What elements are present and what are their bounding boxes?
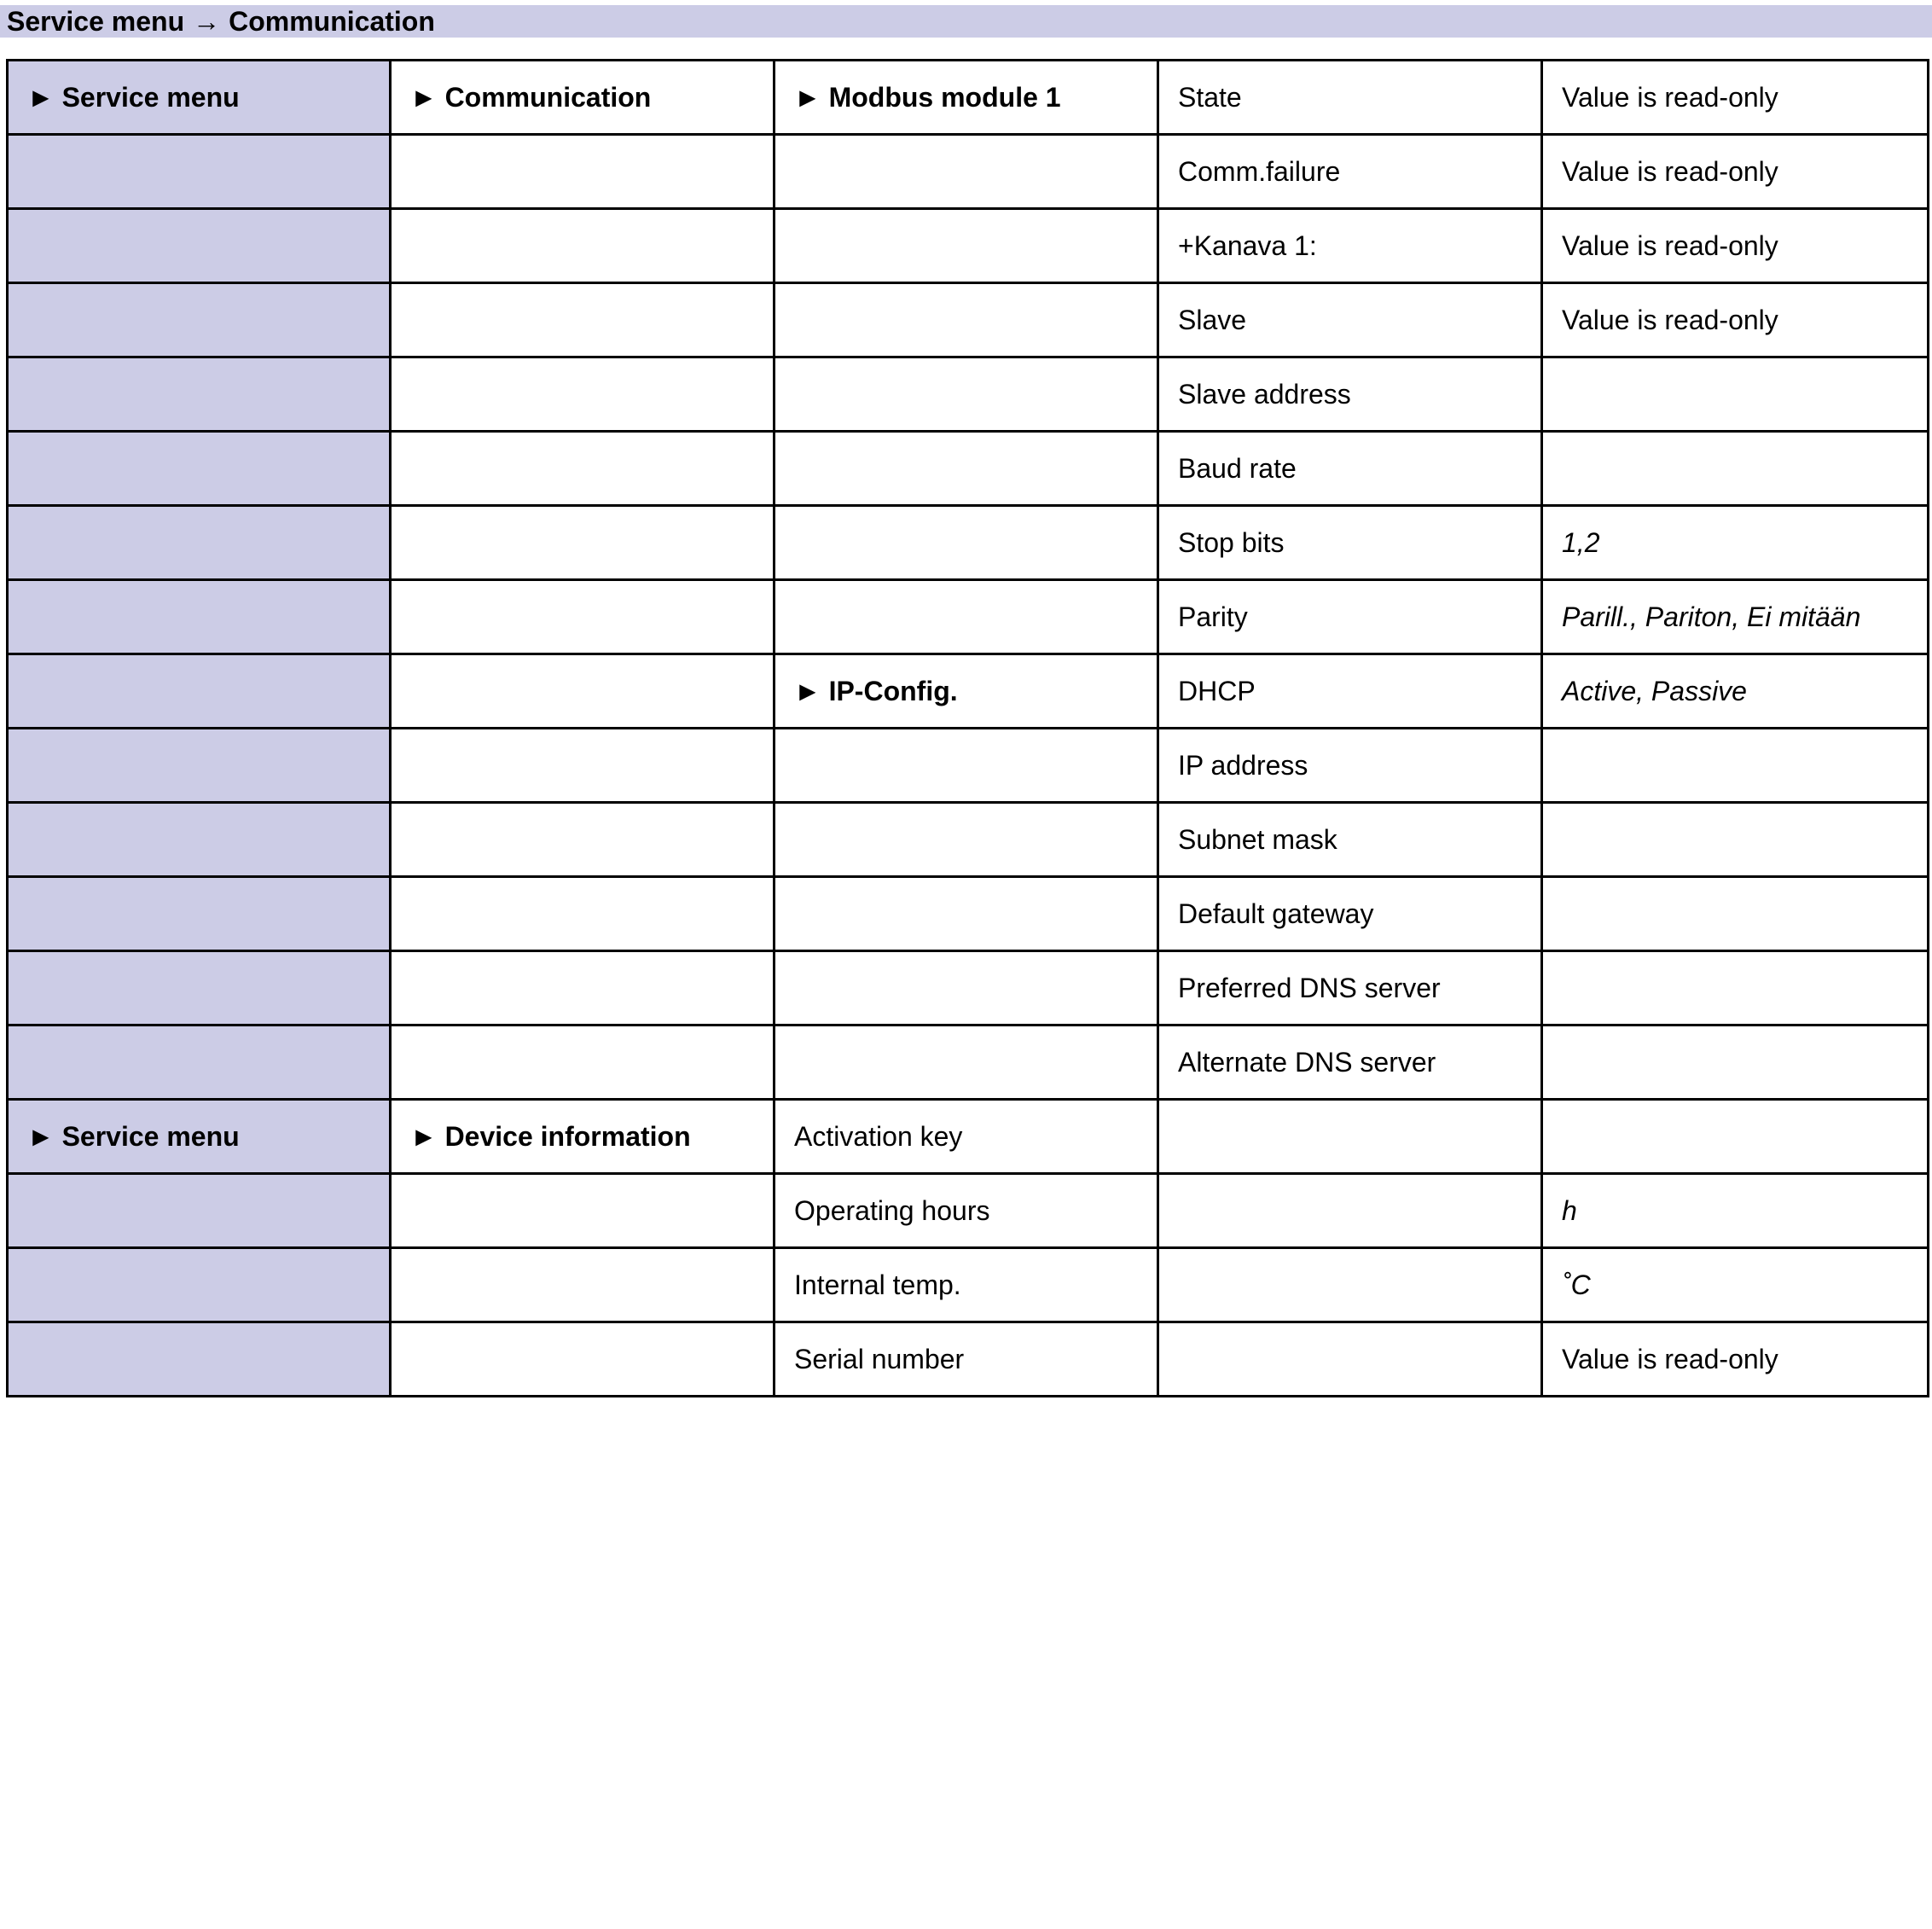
cell-value: Active, Passive <box>1542 654 1929 729</box>
breadcrumb-communication: Communication <box>229 6 435 37</box>
cell-value: 1,2 <box>1542 506 1929 580</box>
cell-level3 <box>775 209 1158 283</box>
cell-level2: ► Communication <box>391 61 775 135</box>
cell-value: Value is read-only <box>1542 135 1929 209</box>
table-row <box>8 135 1929 209</box>
cell-parameter <box>1158 1174 1542 1248</box>
table-row <box>8 432 1929 506</box>
cell-parameter: State <box>1158 61 1542 135</box>
table-row <box>8 951 1929 1026</box>
cell-level1 <box>8 951 391 1026</box>
cell-level3: ► IP-Config. <box>775 654 1158 729</box>
cell-value: Value is read-only <box>1542 283 1929 357</box>
cell-value: Value is read-only <box>1542 1322 1929 1397</box>
cell-level2 <box>391 1248 775 1322</box>
cell-level1 <box>8 580 391 654</box>
cell-level3 <box>775 729 1158 803</box>
cell-level1 <box>8 209 391 283</box>
cell-level3 <box>775 580 1158 654</box>
cell-parameter <box>1158 1248 1542 1322</box>
cell-parameter: Subnet mask <box>1158 803 1542 877</box>
cell-level2 <box>391 803 775 877</box>
cell-level2 <box>391 432 775 506</box>
cell-level1 <box>8 803 391 877</box>
menu-structure-table <box>6 59 1929 1397</box>
cell-level1 <box>8 1026 391 1100</box>
cell-level3 <box>775 135 1158 209</box>
cell-value <box>1542 877 1929 951</box>
cell-level1 <box>8 1322 391 1397</box>
cell-level2 <box>391 135 775 209</box>
breadcrumb <box>0 5 1932 38</box>
cell-level3 <box>775 877 1158 951</box>
cell-level3: Internal temp. <box>775 1248 1158 1322</box>
cell-level1 <box>8 506 391 580</box>
cell-parameter: Preferred DNS server <box>1158 951 1542 1026</box>
cell-level1 <box>8 1248 391 1322</box>
cell-value <box>1542 729 1929 803</box>
cell-parameter: Default gateway <box>1158 877 1542 951</box>
cell-level3 <box>775 1026 1158 1100</box>
table-row <box>8 209 1929 283</box>
table-row <box>8 283 1929 357</box>
cell-level1 <box>8 432 391 506</box>
cell-value <box>1542 951 1929 1026</box>
breadcrumb-service-menu: Service menu <box>7 6 185 37</box>
cell-level3 <box>775 506 1158 580</box>
cell-level3: Operating hours <box>775 1174 1158 1248</box>
cell-value: ˚C <box>1542 1248 1929 1322</box>
cell-level1 <box>8 654 391 729</box>
cell-parameter: IP address <box>1158 729 1542 803</box>
table-row <box>8 1248 1929 1322</box>
cell-level3 <box>775 951 1158 1026</box>
cell-level1: ► Service menu <box>8 1100 391 1174</box>
table-row <box>8 654 1929 729</box>
cell-level2 <box>391 506 775 580</box>
cell-value <box>1542 1100 1929 1174</box>
cell-value: Value is read-only <box>1542 209 1929 283</box>
cell-parameter: Parity <box>1158 580 1542 654</box>
table-row <box>8 729 1929 803</box>
table-row <box>8 1322 1929 1397</box>
cell-level1 <box>8 283 391 357</box>
cell-parameter <box>1158 1100 1542 1174</box>
cell-value <box>1542 1026 1929 1100</box>
cell-level3: ► Modbus module 1 <box>775 61 1158 135</box>
cell-level2 <box>391 729 775 803</box>
cell-level3 <box>775 283 1158 357</box>
cell-level2 <box>391 1026 775 1100</box>
cell-level3 <box>775 803 1158 877</box>
cell-parameter: Alternate DNS server <box>1158 1026 1542 1100</box>
cell-level3: Serial number <box>775 1322 1158 1397</box>
table-row <box>8 877 1929 951</box>
cell-level2 <box>391 580 775 654</box>
cell-value: Parill., Pariton, Ei mitään <box>1542 580 1929 654</box>
cell-value <box>1542 432 1929 506</box>
cell-level2 <box>391 209 775 283</box>
cell-value <box>1542 803 1929 877</box>
cell-level2 <box>391 283 775 357</box>
table-row <box>8 803 1929 877</box>
cell-parameter: Comm.failure <box>1158 135 1542 209</box>
cell-level2: ► Device information <box>391 1100 775 1174</box>
cell-level2 <box>391 951 775 1026</box>
table-row <box>8 61 1929 135</box>
table-row <box>8 580 1929 654</box>
cell-level1 <box>8 729 391 803</box>
cell-level1 <box>8 135 391 209</box>
cell-level3: Activation key <box>775 1100 1158 1174</box>
cell-level2 <box>391 654 775 729</box>
cell-level1 <box>8 877 391 951</box>
cell-value: h <box>1542 1174 1929 1248</box>
cell-level2 <box>391 357 775 432</box>
cell-parameter: Slave address <box>1158 357 1542 432</box>
arrow-right-icon: → <box>193 6 221 37</box>
table-row <box>8 1026 1929 1100</box>
cell-level3 <box>775 357 1158 432</box>
cell-parameter: +Kanava 1: <box>1158 209 1542 283</box>
cell-level2 <box>391 877 775 951</box>
table-row <box>8 1100 1929 1174</box>
cell-level2 <box>391 1322 775 1397</box>
cell-level1: ► Service menu <box>8 61 391 135</box>
table-row <box>8 1174 1929 1248</box>
cell-level2 <box>391 1174 775 1248</box>
cell-parameter: Stop bits <box>1158 506 1542 580</box>
cell-parameter: DHCP <box>1158 654 1542 729</box>
cell-level1 <box>8 357 391 432</box>
cell-parameter <box>1158 1322 1542 1397</box>
cell-parameter: Baud rate <box>1158 432 1542 506</box>
table-row <box>8 506 1929 580</box>
cell-level3 <box>775 432 1158 506</box>
cell-value: Value is read-only <box>1542 61 1929 135</box>
cell-level1 <box>8 1174 391 1248</box>
table-row <box>8 357 1929 432</box>
cell-value <box>1542 357 1929 432</box>
cell-parameter: Slave <box>1158 283 1542 357</box>
